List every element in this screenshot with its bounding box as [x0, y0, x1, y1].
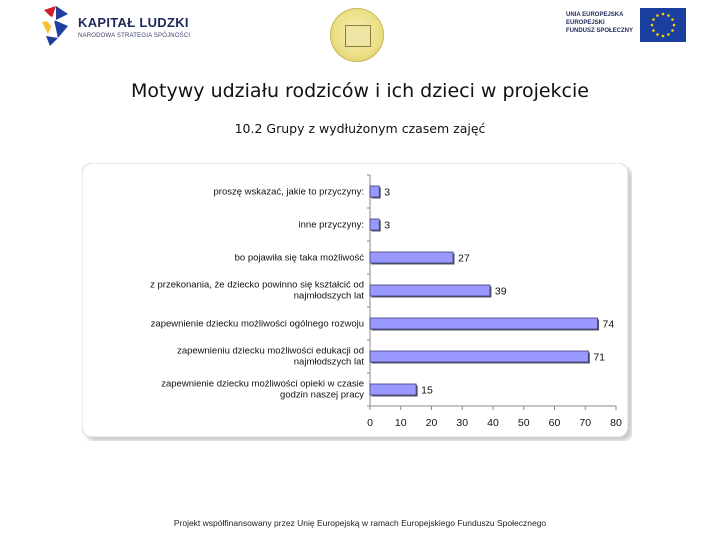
x-tick-label: 60	[548, 417, 561, 429]
seal-emblem	[345, 25, 371, 47]
chart-subtitle: 10.2 Grupy z wydłużonym czasem zajęć	[234, 121, 486, 136]
category-label-line: z przekonania, że dziecko powinno się kształcić od	[150, 279, 364, 291]
eu-logo-line: FUNDUSZ SPOŁECZNY	[566, 28, 634, 34]
data-label: 3	[384, 186, 391, 199]
bar	[370, 285, 490, 296]
category-label-line: zapewnieniu dziecku możliwości edukacji od	[177, 345, 364, 357]
bar	[370, 252, 453, 263]
category-label-line: godzin naszej pracy	[280, 389, 364, 401]
bar	[370, 219, 379, 230]
category-label-line: najmłodszych lat	[293, 290, 364, 302]
seal-logo	[330, 8, 384, 62]
category-label	[235, 253, 365, 264]
x-tick-label: 80	[610, 417, 622, 429]
bar	[370, 186, 379, 197]
category-label-line: proszę wskazać, jakie to przyczyny:	[213, 186, 364, 198]
x-tick-label: 10	[394, 417, 407, 429]
bar	[370, 384, 416, 395]
category-label	[299, 220, 364, 231]
bar	[370, 351, 588, 362]
data-label: 3	[384, 219, 391, 232]
x-tick-label: 30	[456, 417, 469, 429]
data-label: 39	[494, 285, 507, 298]
data-label: 15	[421, 384, 433, 397]
eu-logo-line: UNIA EUROPEJSKA	[566, 12, 624, 18]
eu-logo-line: EUROPEJSKI	[566, 20, 605, 26]
category-label-line: zapewnienie dziecku możliwości ogólnego rozwoju	[150, 318, 364, 330]
category-label	[214, 187, 364, 198]
eu-logo-text	[566, 11, 638, 35]
star-icon	[38, 4, 74, 48]
data-label: 27	[458, 252, 470, 265]
category-label-line: inne przyczyny:	[298, 219, 364, 231]
bar-chart	[82, 163, 632, 441]
eu-flag-icon	[640, 8, 686, 42]
footer-note: Projekt współfinansowany przez Unię Europejską w ramach Europejskiego Funduszu Społecznego	[173, 518, 547, 528]
logo-subtitle: NARODOWA STRATEGIA SPÓJNOŚCI	[78, 33, 191, 39]
category-label-line: najmłodszych lat	[293, 356, 364, 368]
x-tick-label: 20	[425, 417, 438, 429]
bar	[370, 318, 598, 329]
category-label-line: zapewnienie dziecku możliwości opieki w czasie	[161, 378, 364, 390]
logo-title: KAPITAŁ LUDZKI	[78, 15, 189, 30]
x-tick-label: 0	[367, 417, 373, 429]
x-tick-label: 50	[517, 417, 530, 429]
eu-logo	[566, 8, 686, 44]
x-tick-label: 40	[487, 417, 499, 429]
data-label: 74	[602, 318, 615, 331]
x-tick-label: 70	[579, 417, 592, 429]
page-title: Motywy udziału rodziców i ich dzieci w projekcie	[131, 80, 589, 102]
chart-panel	[82, 163, 632, 441]
category-label	[151, 319, 364, 330]
data-label: 71	[593, 351, 606, 364]
kapital-ludzki-logo	[38, 4, 191, 50]
category-label-line: bo pojawiła się taka możliwość	[234, 252, 364, 264]
